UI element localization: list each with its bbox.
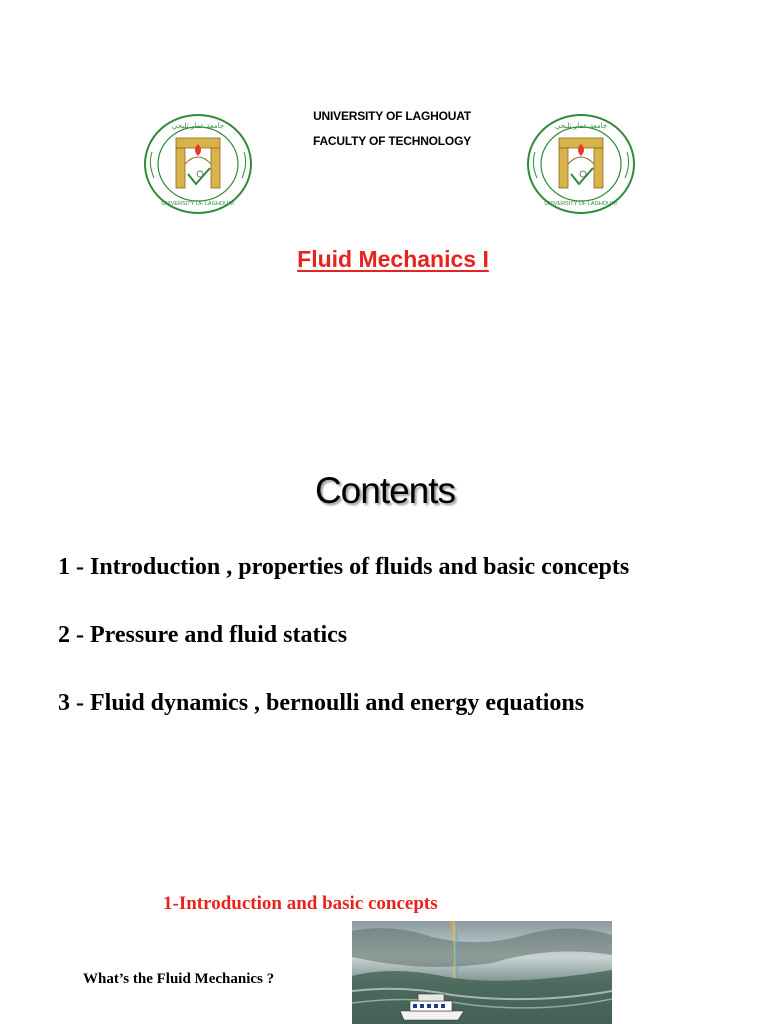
section-heading: 1-Introduction and basic concepts	[163, 893, 438, 914]
seal-caption: UNIVERSITY OF LAGHOUAT	[161, 201, 235, 207]
seal-caption: UNIVERSITY OF LAGHOUAT	[544, 201, 618, 207]
course-title: Fluid Mechanics I	[297, 246, 489, 272]
intro-question: What’s the Fluid Mechanics ?	[83, 971, 275, 987]
university-name: UNIVERSITY OF LAGHOUAT	[313, 109, 471, 123]
svg-text:ﺟﺎﻣﻌﺔ ﻋﻤﺎﺭ ﺛﻠﻴﺠﻲ: ﺟﺎﻣﻌﺔ ﻋﻤﺎﺭ ﺛﻠﻴﺠﻲ	[171, 122, 225, 130]
contents-item: 1 - Introduction , properties of fluids and basic concepts	[58, 554, 630, 580]
contents-item: 3 - Fluid dynamics , bernoulli and energy equations	[58, 690, 585, 716]
university-seal-logo-left	[142, 112, 254, 216]
university-seal-logo-right	[525, 112, 637, 216]
contents-heading: Contents	[314, 470, 456, 511]
waterfall-boat-photo	[352, 921, 612, 1024]
svg-text:ﺟﺎﻣﻌﺔ ﻋﻤﺎﺭ ﺛﻠﻴﺠﻲ: ﺟﺎﻣﻌﺔ ﻋﻤﺎﺭ ﺛﻠﻴﺠﻲ	[554, 122, 608, 130]
faculty-name: FACULTY OF TECHNOLOGY	[312, 134, 472, 148]
contents-item: 2 - Pressure and fluid statics	[58, 622, 348, 648]
